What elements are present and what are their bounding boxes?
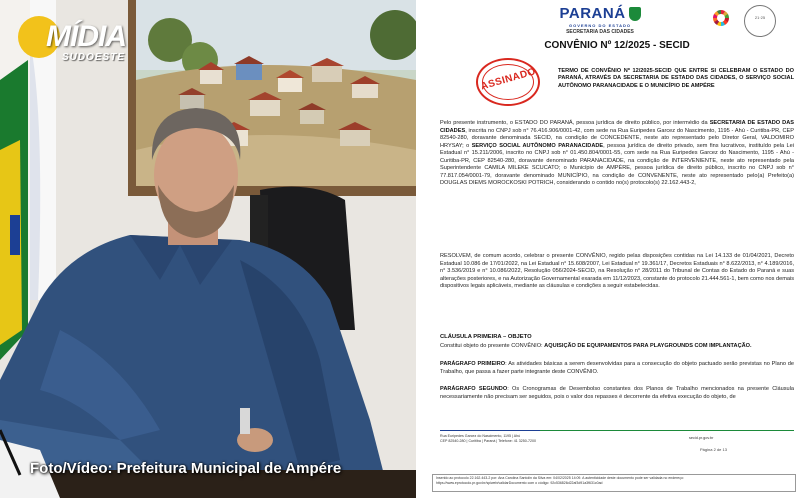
paragraph-two-label: PARÁGRAFO SEGUNDO bbox=[440, 386, 508, 392]
paragraph-two bbox=[440, 386, 794, 401]
parana-crest-icon bbox=[629, 7, 641, 21]
clause-one-title: CLÁUSULA PRIMEIRA – OBJETO bbox=[440, 334, 532, 340]
authentication-url[interactable]: https://www.eprotocolo.pr.gov.br/spiweb/validarDocumento com o código: 92c536826d22af3d91a3f631c0ad bbox=[436, 481, 603, 485]
parties-secid-name: SECRETARIA DE ESTADO DAS CIDADES bbox=[440, 120, 794, 134]
footer-address-line2: CEP 82540-280 | Curitiba | Paraná | Telefone: 41 3250-7200 bbox=[440, 439, 536, 443]
parana-government-logo bbox=[554, 5, 646, 35]
agreement-preamble: TERMO DE CONVÊNIO Nº 12/2025-SECID QUE ENTRE SI CELEBRAM O ESTADO DO PARANÁ, ATRAVÉS DA SECRETARIA DE ESTADO DAS CIDADES, O SERVIÇO SOCIAL AUTÔNOMO PARANACIDADE E O MUNICÍPIO DE AMPÉRE bbox=[558, 68, 794, 89]
midia-sudoeste-logo bbox=[18, 14, 130, 66]
protocol-seal-stamp bbox=[744, 5, 776, 37]
convenio-document bbox=[426, 0, 808, 498]
footer-address-line1: Rua Euripedes Garcez do Nascimento, 1195 | Ahú bbox=[440, 434, 521, 438]
signed-stamp bbox=[476, 58, 540, 106]
parties-text-c: , inscrita no CNPJ sob n° 76.416.906/0001-42, com sede na Rua Euripedes Garcez do Nascimento, 1195 - Ahú - Curitiba-PR, CEP 82540-280, doravante denominada SECID, na condição de CONCEDENTE, neste ato representado pelo Diretor Geral, VALDOMIRO HRYSAY; o bbox=[440, 127, 794, 149]
object-paragraph bbox=[440, 343, 794, 351]
paragraph-two-text: : Os Cronogramas de Desembolso constantes dos Planos de Trabalho mencionados na presente Cláusula necessariamente não precisam ser seguidos, pois o valor dos repasses é decorrente da efetiva execução do objeto, de bbox=[440, 386, 794, 400]
signed-stamp-text: ASSINADO bbox=[479, 66, 538, 93]
photo-credit-caption: Foto/Vídeo: Prefeitura Municipal de Ampére bbox=[30, 460, 342, 477]
footer-website-link[interactable]: secid.pr.gov.br bbox=[689, 436, 714, 440]
paragraph-one bbox=[440, 361, 794, 376]
ods-wheel-icon bbox=[713, 10, 729, 26]
parties-text-a: Pelo presente instrumento, o ESTADO DO PARANÁ, pessoa jurídica de direito público, por intermédio da bbox=[440, 120, 710, 126]
paragraph-one-label: PARÁGRAFO PRIMEIRO bbox=[440, 361, 506, 367]
logo-text-sub: SUDOESTE bbox=[62, 52, 126, 63]
page-number: Página 2 de 13 bbox=[700, 447, 727, 452]
object-text: Constitui objeto do presente CONVÊNIO: bbox=[440, 343, 545, 349]
paragraph-one-text: : As atividades básicas a serem desenvolvidas para a consecução do objeto pactuado serão previstas no Plano de Trabalho, que passa a fazer parte integrante deste CONVÊNIO. bbox=[440, 361, 794, 375]
logo-text-main: MÍDIA bbox=[46, 20, 126, 53]
parties-paranacidade-name: SERVIÇO SOCIAL AUTÔNOMO PARANACIDADE bbox=[471, 142, 604, 149]
parties-text-e: , pessoa jurídica de direito privado, sem fins lucrativos, instituído pela Lei Estadual n° 15.211/2006, inscrito no CNPJ sob n° 01.450.804/0001-55, com sede na Rua Euripedes Garcez do Nascimento, 1195 - Ahú - Curitiba-PR, CEP 82540-280, doravante denominado PARANACIDADE, na condição de INTERVENIENTE, neste ato representado pela Superintendente CAMILA MILEKE SCUCATO; o Município de AMPÉRE, pessoa jurídica de direito público, inscrito no CNPJ sob n° 77.817.054/0001-79, doravante denominado MUNICÍPIO, na condição de CONVENENTE, neste ato representado pelo(a) Prefeito(a) DOUGLAS DIEMS MOROCKOSKI POTRICH, considerando o contido no(s) protocolo(s) 22.162.443-2, bbox=[440, 142, 794, 187]
department-name: SECRETARIA DAS CIDADES bbox=[566, 29, 634, 35]
protocol-seal-text: 21·25 bbox=[754, 15, 766, 20]
footer-address bbox=[440, 434, 640, 444]
authentication-line1: Inserido ao protocolo 22.162.443-2 por: Ana Carolina Santolin da Silva em: 04/02/2025 14:09. A autenticidade deste documento pode ser validada no endereço: bbox=[436, 476, 684, 480]
document-title: CONVÊNIO Nº 12/2025 - SECID bbox=[544, 40, 690, 51]
government-subtitle: GOVERNO DO ESTADO bbox=[568, 23, 632, 28]
footer-divider bbox=[440, 430, 794, 431]
authentication-box bbox=[432, 474, 796, 492]
parana-brand-text: PARANÁ bbox=[559, 5, 626, 22]
parties-paragraph bbox=[440, 120, 794, 188]
object-description: AQUISIÇÃO DE EQUIPAMENTOS PARA PLAYGROUNDS COM IMPLANTAÇÃO. bbox=[544, 343, 752, 349]
resolvem-paragraph: RESOLVEM, de comum acordo, celebrar o presente CONVÊNIO, regido pelas disposições contidas na Lei 14.133 de 01/04/2021, Decreto Estadual 10.086 de 17/01/2022, na Lei Estadual n° 15.608/2007, Lei Estadual n° 19.361/17, Decretos Estaduais n° 8.622/2013, n° 4.189/2016, n° 3.536/2019 e n° 10.086/2022, Resolução 056/2024-SECID, na Resolução n° 28/2011 do Tribunal de Contas do Estado do Paraná e suas alterações posteriores, e na Autorização Governamental exarada em 11/12/2023, constante do protocolo 21.444.561-1, bem como nos demais dispositivos legais aplicáveis, mediante as cláusulas e condições a seguir estabelecidas. bbox=[440, 253, 794, 290]
